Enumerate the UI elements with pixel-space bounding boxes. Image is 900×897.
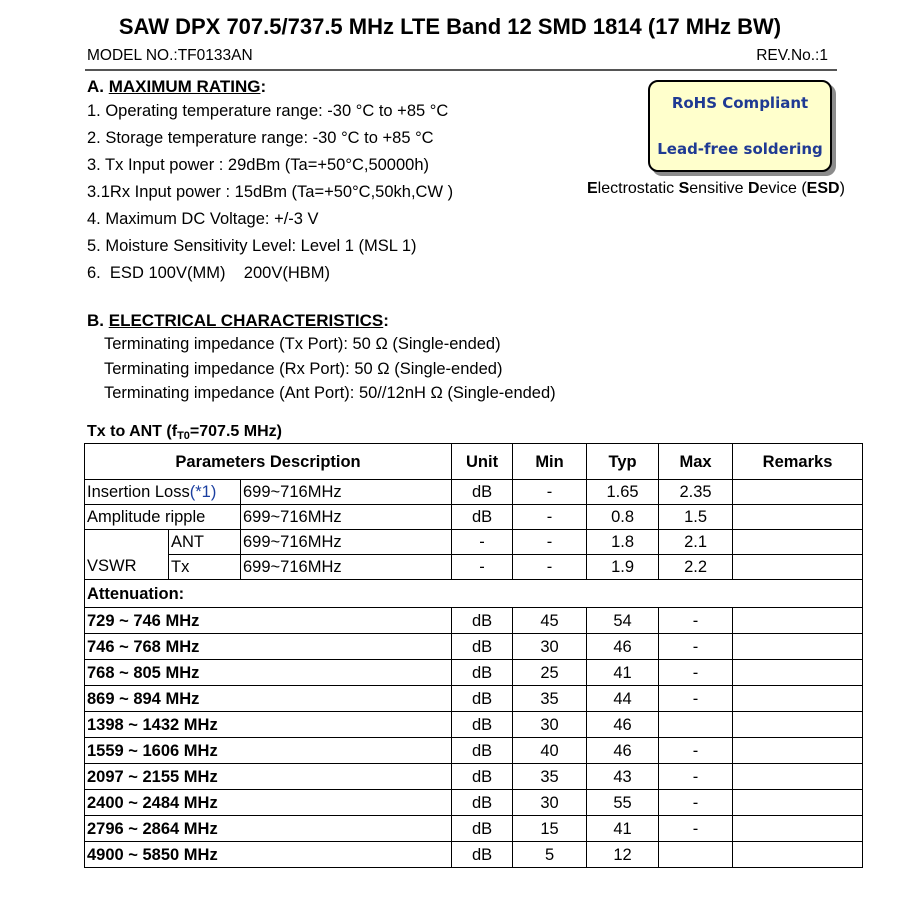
header-min: Min [513,444,587,480]
min-cell: 30 [513,634,587,660]
max-cell: 2.1 [659,530,733,555]
amplitude-ripple-label: Amplitude ripple [85,505,241,530]
unit-cell: dB [452,764,513,790]
freq-cell: 2097 ~ 2155 MHz [85,764,452,790]
header-parameters: Parameters Description [85,444,452,480]
revision-number: REV.No.:1 [756,47,828,64]
table-row [85,842,863,868]
impedance-item: Terminating impedance (Tx Port): 50 Ω (Single-ended) [104,335,501,353]
min-cell: 25 [513,660,587,686]
max-cell: - [659,764,733,790]
max-cell: 1.5 [659,505,733,530]
table-title-post: =707.5 MHz) [189,423,282,440]
table-header-row [85,444,863,480]
table-row [85,608,863,634]
max-cell: 2.35 [659,480,733,505]
rating-item: 6. ESD 100V(MM) 200V(HBM) [87,264,330,282]
table-row [85,555,863,580]
max-cell: 2.2 [659,555,733,580]
unit-cell: dB [452,712,513,738]
freq-cell: 1559 ~ 1606 MHz [85,738,452,764]
typ-cell: 46 [587,634,659,660]
unit-cell: dB [452,686,513,712]
typ-cell: 1.9 [587,555,659,580]
min-cell: - [513,480,587,505]
esd-letter-e: E [587,180,598,197]
freq-cell: 699~716MHz [241,555,452,580]
esd-notice [587,180,845,198]
rating-item: 2. Storage temperature range: -30 °C to +85 °C [87,129,434,147]
max-cell [659,712,733,738]
section-b-suffix: : [383,311,389,330]
unit-cell: dB [452,505,513,530]
table-title [87,423,282,442]
remarks-cell [733,738,863,764]
typ-cell: 41 [587,660,659,686]
table-row [85,764,863,790]
port-cell: ANT [169,530,241,555]
port-cell: Tx [169,555,241,580]
unit-cell: dB [452,842,513,868]
min-cell: 30 [513,790,587,816]
rating-item: 3. Tx Input power : 29dBm (Ta=+50°C,50000h) [87,156,429,174]
table-row [85,580,863,608]
remarks-cell [733,505,863,530]
remarks-cell [733,842,863,868]
typ-cell: 0.8 [587,505,659,530]
unit-cell: dB [452,738,513,764]
section-electrical-characteristics [87,311,556,403]
freq-cell: 729 ~ 746 MHz [85,608,452,634]
max-cell [659,842,733,868]
max-cell: - [659,634,733,660]
freq-cell: 699~716MHz [241,480,452,505]
typ-cell: 46 [587,712,659,738]
min-cell: 35 [513,764,587,790]
freq-cell: 2796 ~ 2864 MHz [85,816,452,842]
section-b-prefix: B. [87,311,109,330]
max-cell: - [659,608,733,634]
lead-free-label: Lead-free soldering [657,140,823,158]
min-cell: 30 [513,712,587,738]
freq-cell: 699~716MHz [241,530,452,555]
unit-cell: dB [452,480,513,505]
typ-cell: 12 [587,842,659,868]
min-cell: 35 [513,686,587,712]
header-max: Max [659,444,733,480]
document-title: SAW DPX 707.5/737.5 MHz LTE Band 12 SMD 1814 (17 MHz BW) [118,14,782,39]
esd-letter-s: S [678,180,690,197]
unit-cell: dB [452,634,513,660]
section-maximum-rating [87,77,453,283]
min-cell: - [513,555,587,580]
typ-cell: 55 [587,790,659,816]
remarks-cell [733,608,863,634]
rating-item: 3.1Rx Input power : 15dBm (Ta=+50°C,50kh,CW ) [87,183,454,201]
esd-letter-d: D [747,180,760,197]
header-unit: Unit [452,444,513,480]
min-cell: 5 [513,842,587,868]
footnote-ref: (*1) [189,483,217,501]
typ-cell: 44 [587,686,659,712]
impedance-item: Terminating impedance (Rx Port): 50 Ω (Single-ended) [104,360,503,378]
table-row [85,480,863,505]
table-row [85,712,863,738]
unit-cell: dB [452,660,513,686]
remarks-cell [733,686,863,712]
max-cell: - [659,660,733,686]
unit-cell: dB [452,790,513,816]
section-b-title: ELECTRICAL CHARACTERISTICS [108,311,384,330]
unit-cell: - [452,530,513,555]
table-row [85,790,863,816]
remarks-cell [733,790,863,816]
esd-abbreviation: ESD [806,180,840,197]
typ-cell: 46 [587,738,659,764]
remarks-cell [733,764,863,790]
unit-cell: - [452,555,513,580]
table-row [85,530,863,555]
max-cell: - [659,816,733,842]
rating-item: 5. Moisture Sensitivity Level: Level 1 (MSL 1) [87,237,417,255]
freq-cell: 869 ~ 894 MHz [85,686,452,712]
table-row [85,660,863,686]
freq-cell: 699~716MHz [241,505,452,530]
header-typ: Typ [587,444,659,480]
typ-cell: 41 [587,816,659,842]
rohs-compliant-label: RoHS Compliant [671,94,809,112]
max-cell: - [659,790,733,816]
rating-item: 1. Operating temperature range: -30 °C to +85 °C [87,102,449,120]
freq-cell: 2400 ~ 2484 MHz [85,790,452,816]
esd-word-1: lectrostatic [597,180,679,197]
table-row [85,686,863,712]
max-cell: - [659,738,733,764]
header-rule [85,69,837,71]
remarks-cell [733,555,863,580]
section-a-suffix: : [260,77,267,96]
freq-cell: 4900 ~ 5850 MHz [85,842,452,868]
spec-table [84,443,863,868]
rating-item: 4. Maximum DC Voltage: +/-3 V [87,210,319,228]
section-a-prefix: A. [87,77,109,96]
table-row [85,634,863,660]
freq-cell: 1398 ~ 1432 MHz [85,712,452,738]
section-a-title: MAXIMUM RATING [108,77,261,96]
model-number: MODEL NO.:TF0133AN [87,47,253,64]
typ-cell: 1.65 [587,480,659,505]
attenuation-rows [85,608,863,868]
typ-cell: 1.8 [587,530,659,555]
attenuation-heading: Attenuation: [85,580,863,608]
min-cell: - [513,530,587,555]
esd-close-paren: ) [839,180,845,197]
header-remarks: Remarks [733,444,863,480]
unit-cell: dB [452,816,513,842]
impedance-item: Terminating impedance (Ant Port): 50//12nH Ω (Single-ended) [104,384,556,402]
min-cell: 45 [513,608,587,634]
remarks-cell [733,530,863,555]
typ-cell: 54 [587,608,659,634]
section-a-heading [87,77,453,97]
min-cell: - [513,505,587,530]
rohs-badge [648,80,832,172]
freq-cell: 768 ~ 805 MHz [85,660,452,686]
remarks-cell [733,480,863,505]
vswr-label: VSWR [85,530,169,580]
insertion-loss-text: Insertion Loss [87,483,190,501]
remarks-cell [733,816,863,842]
typ-cell: 43 [587,764,659,790]
min-cell: 40 [513,738,587,764]
table-title-pre: Tx to ANT (f [87,423,178,440]
min-cell: 15 [513,816,587,842]
insertion-loss-label [85,480,241,505]
remarks-cell [733,712,863,738]
esd-word-2: ensitive [689,180,748,197]
table-title-subscript: T0 [177,430,190,442]
max-cell: - [659,686,733,712]
unit-cell: dB [452,608,513,634]
section-b-heading [87,311,556,331]
remarks-cell [733,634,863,660]
table-row [85,505,863,530]
freq-cell: 746 ~ 768 MHz [85,634,452,660]
esd-word-3: evice ( [759,180,807,197]
table-row [85,816,863,842]
remarks-cell [733,660,863,686]
table-row [85,738,863,764]
